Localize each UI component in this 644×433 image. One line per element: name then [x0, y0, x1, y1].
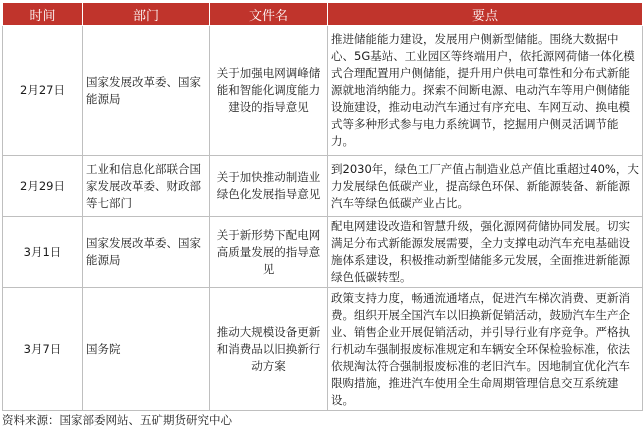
header-dept: 部门 — [83, 3, 210, 26]
cell-date: 2月29日 — [3, 156, 83, 217]
cell-points: 推进储能能力建设，发展用户侧新型储能。围绕大数据中心、5G基站、工业园区等终端用户，依托源网荷储一体化模式合理配置用户侧储能，提升用户供电可靠性和分布式新能源就地消纳能力。探索不间断电源、电动汽车等用户侧储能设施建设，推动电动汽车通过有序充电、车网互动、换电模式等多种形式参与电力系统调节，挖掘用户侧灵活调节能力。 — [328, 26, 643, 156]
header-doc: 文件名 — [210, 3, 328, 26]
table-header-row — [3, 3, 643, 26]
cell-date: 3月7日 — [3, 288, 83, 411]
policy-table — [2, 2, 643, 411]
cell-dept: 国务院 — [83, 288, 210, 411]
header-points: 要点 — [328, 3, 643, 26]
table-row — [3, 288, 643, 411]
source-note: 资料来源：国家部委网站、五矿期货研究中心 — [2, 413, 232, 427]
policy-table-container — [2, 2, 642, 411]
cell-doc: 关于新形势下配电网高质量发展的指导意见 — [210, 217, 328, 288]
header-date: 时间 — [3, 3, 83, 26]
cell-dept: 工业和信息化部联合国家发展改革委、财政部等七部门 — [83, 156, 210, 217]
table-row — [3, 156, 643, 217]
table-row — [3, 26, 643, 156]
cell-points: 政策支持力度，畅通流通堵点，促进汽车梯次消费、更新消费。组织开展全国汽车以旧换新促销活动，鼓励汽车生产企业、销售企业开展促销活动，并引导行业有序竞争。严格执行机动车强制报废标准规定和车辆安全环保检验标准，依法依规淘汰符合强制报废标准的老旧汽车。因地制宜优化汽车限购措施，推进汽车使用全生命周期管理信息交互系统建设。 — [328, 288, 643, 411]
cell-doc: 关于加强电网调峰储能和智能化调度能力建设的指导意见 — [210, 26, 328, 156]
cell-points: 到2030年，绿色工厂产值占制造业总产值比重超过40%，大力发展绿色低碳产业，提高绿色环保、新能源装备、新能源汽车等绿色低碳产业占比。 — [328, 156, 643, 217]
table-row — [3, 217, 643, 288]
cell-date: 3月1日 — [3, 217, 83, 288]
cell-doc: 关于加快推动制造业绿色化发展指导意见 — [210, 156, 328, 217]
cell-dept: 国家发展改革委、国家能源局 — [83, 26, 210, 156]
cell-dept: 国家发展改革委、国家能源局 — [83, 217, 210, 288]
cell-points: 配电网建设改造和智慧升级，强化源网荷储协同发展。切实满足分布式新能源发展需要，全力支撑电动汽车充电基础设施体系建设，积极推动新型储能多元发展，全面推进新能源绿色低碳转型。 — [328, 217, 643, 288]
cell-date: 2月27日 — [3, 26, 83, 156]
cell-doc: 推动大规模设备更新和消费品以旧换新行动方案 — [210, 288, 328, 411]
